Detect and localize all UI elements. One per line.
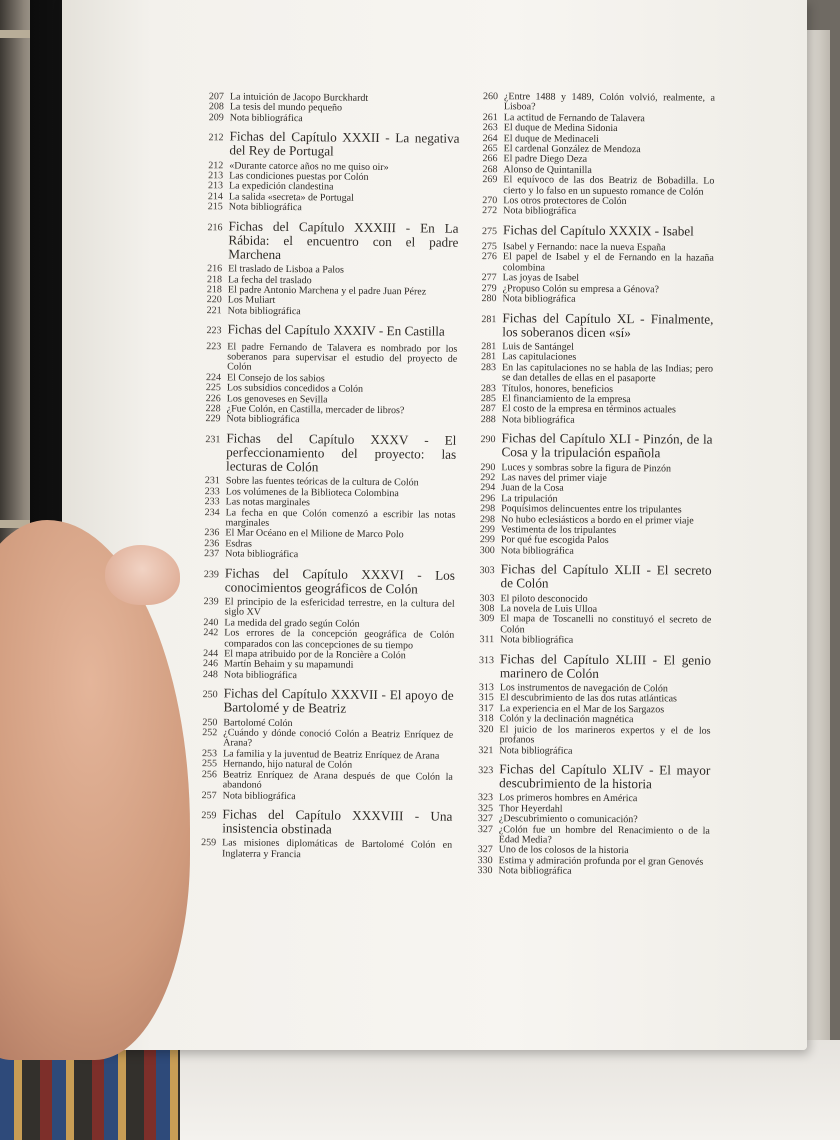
entry-text: No hubo eclesiásticos a bordo en el primer viaje [500,513,694,527]
entry-text: La actitud de Fernando de Talavera [503,112,645,125]
entry-text: El descubrimiento de las dos rutas atlánticas [499,692,677,705]
chapter-heading-entry [187,322,457,341]
page-number: 246 [202,658,219,670]
entry-text: Nota bibliográfica [225,548,299,561]
toc-entry [465,866,710,878]
chapter-heading-entry [465,762,710,792]
page-number: 213 [207,180,224,192]
page-number: 323 [478,764,494,777]
page-number: 321 [478,744,494,756]
entry-text: ¿Entre 1488 y 1489, Colón volvió, realmente, a Lisboa? [503,91,716,113]
chapter-heading-entry [182,807,452,838]
entry-text: El papel de Isabel y el de Fernando en la hazaña colombina [502,251,714,274]
entry-text: El juicio de los marineros expertos y el de los profanos [499,723,711,746]
page-number: 281 [481,313,497,325]
chapter-heading-text: Fichas del Capítulo XXXVI - Los conocimientos geográficos de Colón [224,565,456,597]
chapter-heading-text: Fichas del Capítulo XXXIX - Isabel [502,222,694,239]
entry-text: La expedición clandestina [228,180,334,193]
page-number: 272 [482,205,498,217]
entry-text: El piloto desconocido [500,592,588,605]
page-number: 327 [477,844,493,856]
page-number: 294 [480,482,496,494]
entry-text: La fecha en que Colón comenzó a escribir las notas marginales [225,506,456,529]
entry-text: Martín Behaim y su mapamundi [223,658,354,672]
page-number: 252 [202,727,218,739]
page-number: 313 [478,682,494,694]
entry-text: El Consejo de los sabios [226,372,325,385]
page-number: 261 [482,111,498,124]
entry-text: Las naves del primer viaje [501,472,607,484]
page-number: 290 [480,461,496,473]
chapter-heading-text: Fichas del Capítulo XLIII - El genio marinero de Colón [499,650,712,681]
entry-text: Nota bibliográfica [222,789,296,802]
entry-text: El padre Diego Deza [503,153,588,166]
entry-text: El padre Antonio Marchena y el padre Juan Pérez [227,284,427,298]
entry-text: Los volúmenes de la Biblioteca Colombina [225,486,399,499]
page-number: 244 [203,648,219,660]
entry-text: Nota bibliográfica [499,744,573,757]
chapter-heading-text: Fichas del Capítulo XXXVIII - Una insistencia obstinada [222,806,453,837]
page-number: 264 [482,132,498,144]
page-number: 298 [480,503,496,515]
chapter-heading-text: Fichas del Capítulo XL - Finalmente, los soberanos dicen «sí» [502,309,714,340]
page-number: 225 [205,382,221,394]
page-number: 216 [207,263,223,275]
entry-text: ¿Fue Colón, en Castilla, mercader de libros? [226,403,405,417]
page-number: 233 [204,485,220,498]
entry-text: Nota bibliográfica [226,413,300,426]
entry-text: En las capitulaciones no se habla de las Indias; pero se dan detalles de ellas en el pasaporte [501,361,714,385]
page-number: 266 [482,153,498,165]
entry-text: «Durante catorce años no me quiso oir» [229,160,389,173]
page-number: 242 [203,627,219,639]
page-number: 220 [206,294,222,306]
page-number: 308 [479,603,495,615]
entry-text: El mapa de Toscanelli no constituyó el secreto de Colón [500,613,712,636]
chapter-heading-text: Fichas del Capítulo XXXII - La negativa del Rey de Portugal [229,128,460,159]
page-number: 280 [481,293,497,305]
page-number: 279 [481,282,497,294]
entry-text: El principio de la esfericidad terrestre, en la cultura del siglo XV [224,596,455,619]
page-number: 269 [482,174,498,186]
page-number: 209 [208,112,224,124]
page-number: 311 [479,634,495,646]
entry-text: Los otros protectores de Colón [503,195,627,208]
page-number: 327 [477,813,493,825]
page-number: 214 [207,191,223,203]
entry-text: Por qué fue escogida Palos [500,534,609,547]
page-number: 237 [204,548,220,560]
page-number: 270 [482,195,498,207]
entry-text: Hernando, hijo natural de Colón [222,758,353,772]
page-number: 296 [480,492,496,504]
page-number: 285 [480,393,496,405]
entry-text: Las capitulaciones [502,351,577,364]
chapter-heading-text: Fichas del Capítulo XLI - Pinzón, de la Cosa y la tripulación española [501,430,713,461]
page-number: 213 [208,170,224,182]
entry-text: El mapa atribuido por de la Roncière a Colón [224,648,406,662]
entry-text: Los subsidios concedidos a Colón [226,382,364,395]
entry-text: ¿Propuso Colón su empresa a Génova? [502,282,660,296]
entry-text: El Mar Océano en el Milione de Marco Polo [225,527,404,541]
page-number: 287 [480,403,496,415]
page-number: 309 [479,613,495,625]
toc-entry [467,546,712,558]
entry-text: Nota bibliográfica [503,205,577,218]
entry-text: Nota bibliográfica [228,201,302,214]
entry-text: Luces y sombras sobre la figura de Pinzón [501,461,672,474]
entry-text: Sobre las fuentes teóricas de la cultura de Colón [225,475,419,489]
chapter-heading-entry [468,311,713,341]
chapter-heading-text: Fichas del Capítulo XXXVII - El apoyo de Bartolomé y de Beatriz [223,685,454,717]
entry-text: Los primeros hombres en América [499,792,638,805]
page-number: 218 [206,273,223,286]
entry-text: La medida del grado según Colón [224,617,360,630]
page-number: 236 [204,537,220,550]
toc-entry [465,725,710,748]
page-number: 325 [477,802,494,814]
toc-left-column [182,92,460,862]
entry-text: La novela de Luis Ulloa [500,603,598,615]
page-number: 215 [207,201,223,213]
toc-entry [189,202,459,215]
page-number: 226 [205,392,221,404]
entry-text: Las misiones diplomáticas de Bartolomé Colón en Inglaterra y Francia [221,837,453,860]
chapter-heading-text: Fichas del Capítulo XLIV - El mayor descubrimiento de la historia [499,761,711,792]
entry-text: El duque de Medina Sidonia [503,122,618,135]
page-number: 317 [478,702,494,715]
entry-text: La experiencia en el Mar de los Sargazos [499,703,665,716]
page-number: 231 [205,433,221,446]
toc-entry [187,414,457,427]
chapter-heading-entry [467,562,712,592]
page-number: 218 [206,284,222,296]
entry-text: La salida «secreta» de Portugal [228,191,354,204]
toc-entry [187,341,457,375]
page-number: 223 [206,325,222,337]
page-number: 330 [477,865,493,877]
entry-text: Nota bibliográfica [229,112,303,124]
entry-text: Isabel y Fernando: nace la nueva España [502,241,666,254]
entry-text: La tripulación [501,493,558,505]
entry-text: Bartolomé Colón [223,717,293,729]
page-number: 259 [201,810,217,822]
page-number: 228 [205,403,221,415]
entry-text: Thor Heyerdahl [498,802,563,815]
page-number: 277 [481,272,497,284]
page-number: 315 [478,692,494,704]
entry-text: Las joyas de Isabel [502,272,580,285]
entry-text: Títulos, honores, beneficios [501,382,614,395]
page-number: 299 [479,524,495,536]
entry-text: Los errores de la concepción geográfica de Colón comparados con las concepciones de su tiempo [224,627,455,652]
entry-text: El duque de Medinaceli [503,132,599,145]
page-number: 313 [478,654,495,666]
chapter-heading-entry [189,129,459,160]
entry-text: Los instrumentos de navegación de Colón [499,682,668,695]
entry-text: Juan de la Cosa [501,482,564,495]
chapter-heading-entry [183,686,453,717]
page-number: 239 [203,596,219,608]
chapter-heading-text: Fichas del Capítulo XXXIII - En La Rábida: el encuentro con el padre Marchena [228,218,459,263]
page-number: 281 [481,351,497,363]
page-number: 276 [481,251,497,263]
entry-text: Beatriz Enríquez de Arana después de que Colón la abandonó [222,769,453,791]
entry-text: Vestimenta de los tripulantes [500,524,617,537]
page-number: 275 [481,241,497,253]
toc-entry [468,415,713,427]
page-number: 283 [481,361,497,373]
page-number: 290 [480,434,496,446]
page-number: 224 [205,371,222,384]
page-number: 221 [206,305,222,317]
entry-text: Nota bibliográfica [500,634,574,646]
entry-text: ¿Colón fue un hombre del Renacimiento o de la Edad Media? [498,823,710,846]
toc-entry [465,745,710,757]
entry-text: El financiamiento de la empresa [501,393,631,406]
entry-text: Nota bibliográfica [498,865,572,877]
page-number: 257 [201,789,217,801]
page-number: 233 [204,496,220,508]
entry-text: Poquísimos delincuentes entre los tripulantes [501,503,682,516]
page-number: 253 [202,748,218,760]
page-number: 260 [482,91,499,103]
entry-text: La fecha del traslado [227,274,312,286]
page-number: 231 [204,475,220,487]
page-number: 239 [203,568,220,580]
page-number: 283 [480,382,496,394]
toc-entry [466,635,711,647]
page-number: 212 [208,159,224,171]
page-number: 268 [482,163,498,176]
chapter-heading-entry [188,219,458,264]
page-number: 229 [205,413,221,425]
page-number: 318 [478,713,494,725]
toc-entry [184,670,454,683]
toc-entry [185,549,455,562]
page-number: 248 [202,669,218,681]
page-number: 303 [479,565,495,577]
chapter-heading-text: Fichas del Capítulo XLII - El secreto de Colón [500,561,712,591]
entry-text: La familia y la juventud de Beatriz Enríquez de Arana [223,748,440,762]
chapter-heading-entry [469,223,714,241]
page-number: 223 [206,340,222,352]
page-number: 207 [208,91,225,103]
page-number: 250 [202,689,218,701]
page-number: 234 [204,506,220,518]
page-number: 320 [478,723,494,735]
entry-text: El padre Fernando de Talavera es nombrado por los soberanos para supervisar el estudio del proyecto de Colón [227,340,458,373]
entry-text: ¿Cuándo y dónde conoció Colón a Beatriz Enríquez de Arana? [223,727,454,750]
page-number: 259 [201,837,217,849]
page-number: 256 [201,768,217,781]
entry-text: Los genoveses en Sevilla [226,392,328,405]
chapter-heading-entry [467,431,712,461]
entry-text: El equívoco de las dos Beatriz de Bobadilla. Lo cierto y lo falso en un supuesto romance de Colón [503,174,715,198]
entry-text: Nota bibliográfica [227,305,301,318]
page-number: 212 [208,132,224,144]
floor-surface [180,1040,840,1140]
chapter-heading-entry [185,566,455,597]
page-number: 281 [481,341,497,353]
entry-text: Nota bibliográfica [223,669,297,682]
entry-text: Estima y admiración profunda por el gran Genovés [498,854,704,868]
chapter-heading-entry [466,652,711,682]
entry-text: La intuición de Jacopo Burckhardt [229,91,369,104]
entry-text: Luis de Santángel [502,341,574,353]
toc-entry [190,113,460,126]
page-number: 236 [204,527,220,539]
toc-entry [183,790,453,803]
entry-text: Los Muliart [227,294,276,307]
chapter-heading-text: Fichas del Capítulo XXXV - El perfeccionamiento del proyecto: las lecturas de Colón [226,430,457,475]
entry-text: Las condiciones puestas por Colón [229,170,369,183]
toc-entry [469,206,714,218]
page-number: 216 [207,221,223,234]
page-number: 288 [480,413,496,425]
entry-text: El cardenal González de Mendoza [503,143,641,156]
page-number: 250 [202,716,218,728]
page-number: 323 [478,792,494,804]
page-number: 255 [201,758,218,770]
toc-entry [469,294,714,306]
page-number: 292 [480,472,496,484]
page-number: 240 [203,616,219,629]
page-number: 265 [482,143,498,155]
page-number: 298 [479,513,496,525]
page-number: 300 [479,544,495,557]
toc-entry [468,363,713,386]
entry-text: Esdras [225,538,252,550]
entry-text: Nota bibliográfica [500,545,574,557]
entry-text: Nota bibliográfica [501,413,575,426]
entry-text: El costo de la empresa en términos actuales [501,403,676,416]
toc-entry [188,306,458,319]
toc-right-column [465,92,715,878]
entry-text: Uno de los colosos de la historia [498,844,629,857]
chapter-heading-text: Fichas del Capítulo XXXIV - En Castilla [227,321,445,339]
thumb-nail [105,545,180,605]
chapter-heading-entry [186,431,456,476]
entry-text: ¿Descubrimiento o comunicación? [498,813,638,826]
page-number: 208 [208,101,224,113]
page-number: 275 [481,225,498,238]
page-number: 303 [479,592,495,604]
entry-text: La tesis del mundo pequeño [229,101,343,114]
page-number: 299 [479,534,495,546]
entry-text: Colón y la declinación magnética [499,713,634,726]
page-number: 263 [482,122,498,134]
toc-entry [182,838,452,862]
toc-entry [470,92,715,115]
entry-text: Alonso de Quintanilla [503,164,592,176]
page-number: 330 [477,854,493,866]
entry-text: Las notas marginales [225,496,311,509]
entry-text: Nota bibliográfica [502,293,576,305]
page-number: 327 [477,823,493,835]
entry-text: El traslado de Lisboa a Palos [228,263,345,276]
